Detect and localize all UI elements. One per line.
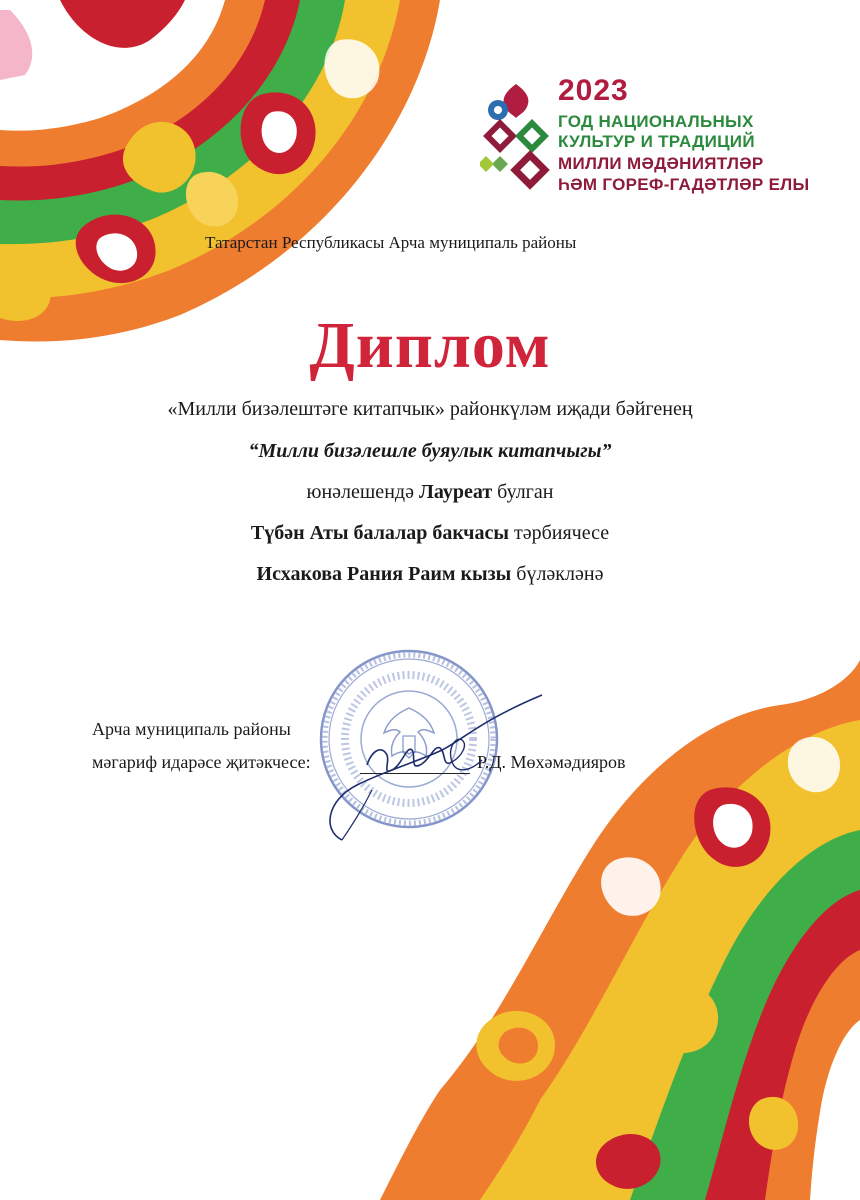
signatory-name: Р.Д. Мөхәмәдияров (477, 752, 626, 772)
top-left-ornament (0, 0, 440, 345)
award-rank: Лауреат (418, 481, 493, 503)
logo-line-1: ГОД НАЦИОНАЛЬНЫХ (558, 112, 754, 131)
recipient-name: Исхакова Рания Раим кызы (256, 563, 512, 585)
issuer: Татарстан Республикасы Арча муниципаль районы (205, 233, 577, 252)
tatar-ornament-logo-icon (480, 82, 552, 194)
logo-year: 2023 (558, 74, 629, 107)
competition-line: «Милли бизәлештәге китапчык» районкүләм иҗади бәйгенең (167, 398, 693, 420)
logo-line-2: КУЛЬТУР И ТРАДИЦИЙ (558, 132, 755, 151)
organization-line (0, 522, 860, 545)
diploma-title: Диплом (309, 309, 551, 382)
signatory-position-line-2: мәгариф идарәсе җитәкчесе: (92, 752, 311, 772)
year-of-culture-logo (480, 74, 810, 204)
recipient-line (0, 563, 860, 586)
logo-line-3: МИЛЛИ МӘДӘНИЯТЛӘР (558, 154, 764, 173)
award-suffix: булган (492, 481, 554, 503)
organization-name: Түбән Аты балалар бакчасы (250, 522, 509, 544)
nomination-title: “Милли бизәлешле буяулык китапчыгы” (248, 440, 612, 462)
organization-role: тәрбиячесе (508, 522, 610, 544)
award-prefix: юнәлешендә (306, 481, 419, 503)
handwritten-signature (312, 690, 552, 850)
logo-line-4: ҺӘМ ГОРЕФ-ГАДӘТЛӘР ЕЛЫ (558, 175, 810, 194)
signatory-position-line-1: Арча муниципаль районы (92, 719, 291, 739)
recipient-awarded: бүләкләнә (511, 563, 604, 585)
award-line (0, 481, 860, 504)
